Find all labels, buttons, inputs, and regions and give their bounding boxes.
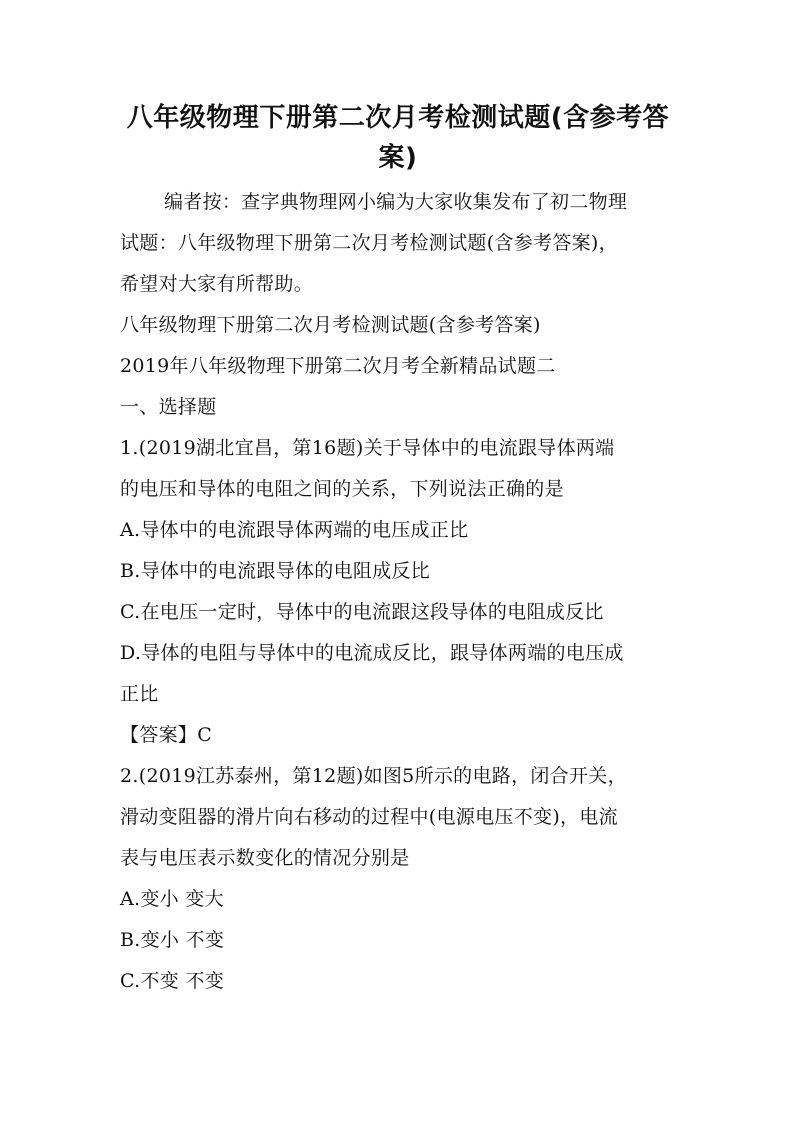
question-stem-line: 1.(2019湖北宜昌，第16题)关于导体中的电流跟导体两端 (120, 437, 615, 459)
exam-title: 2019年八年级物理下册第二次月考全新精品试题二 (120, 355, 556, 377)
option-b: B.导体中的电流跟导体的电阻成反比 (120, 560, 431, 582)
intro-line-3: 希望对大家有所帮助。 (120, 273, 314, 295)
option-d-continued: 正比 (120, 683, 159, 705)
option-a: A.变小 变大 (120, 888, 224, 910)
question-2 (120, 760, 680, 1006)
document-title (118, 98, 678, 178)
option-c: C.在电压一定时，导体中的电流跟这段导体的电阻成反比 (120, 601, 604, 623)
question-stem-line: 滑动变阻器的滑片向右移动的过程中(电源电压不变)，电流 (120, 806, 618, 828)
option-a: A.导体中的电流跟导体两端的电压成正比 (120, 519, 469, 541)
document-subtitle: 八年级物理下册第二次月考检测试题(含参考答案) (120, 314, 541, 336)
option-d: D.导体的电阻与导体中的电流成反比，跟导体两端的电压成 (120, 642, 624, 664)
title-line-1: 八年级物理下册第二次月考检测试题(含参考答 (126, 103, 670, 133)
section-heading: 一、选择题 (120, 396, 217, 418)
intro-line-2: 试题：八年级物理下册第二次月考检测试题(含参考答案)， (120, 232, 618, 254)
option-b: B.变小 不变 (120, 929, 225, 951)
intro-line-1: 编者按：查字典物理网小编为大家收集发布了初二物理 (164, 191, 628, 213)
question-1 (120, 432, 680, 760)
question-stem-line: 表与电压表示数变化的情况分别是 (120, 847, 410, 869)
question-stem-line: 的电压和导体的电阻之间的关系，下列说法正确的是 (120, 478, 564, 500)
document-body (120, 186, 680, 1006)
answer: 【答案】C (120, 724, 213, 746)
question-stem-line: 2.(2019江苏泰州，第12题)如图5所示的电路，闭合开关， (120, 765, 627, 787)
title-line-2: 案) (378, 143, 418, 173)
option-c: C.不变 不变 (120, 970, 225, 992)
